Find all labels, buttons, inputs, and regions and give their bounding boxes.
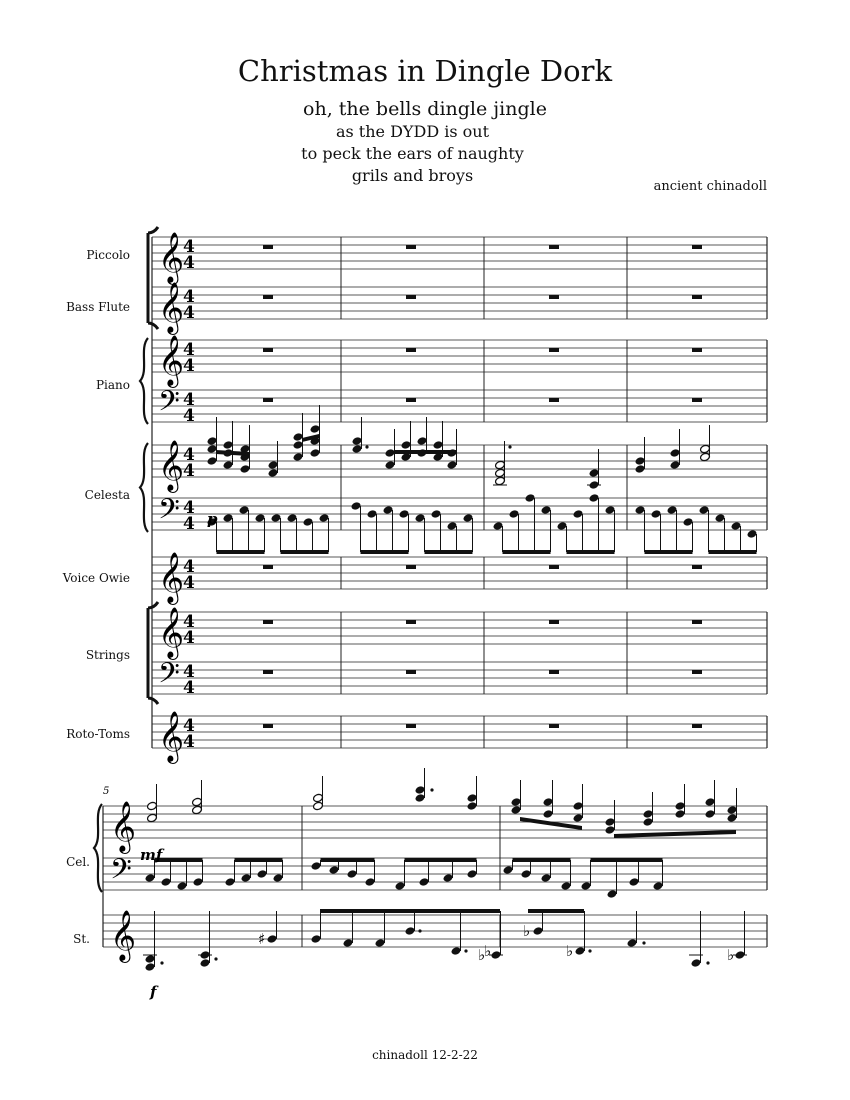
note-beam: [321, 858, 375, 862]
whole-rest: [692, 295, 702, 299]
celesta-lh-note-head: [431, 509, 442, 519]
bass-clef: 𝄢: [110, 853, 132, 893]
note-beam: [513, 858, 571, 862]
celesta-lh-note-head: [573, 509, 584, 519]
time-signature-denominator: 4: [183, 303, 195, 323]
celesta-lh-note-head: [589, 493, 600, 503]
celesta-rh-note-head: [310, 448, 321, 458]
celesta-rh-note-head: [352, 444, 363, 454]
whole-rest: [549, 724, 559, 728]
treble-clef: 𝄞: [158, 335, 185, 386]
note-beam: [361, 550, 409, 554]
strings-note-head: [405, 926, 416, 936]
note-beam: [520, 817, 582, 830]
strings-note-head: [267, 934, 278, 944]
strings-note-head: [145, 954, 156, 964]
celesta-rh-note-head: [415, 793, 426, 803]
instrument-label-voice: Voice Owie: [62, 571, 130, 585]
celesta-lh-note-head: [561, 881, 572, 891]
whole-rest: [406, 670, 416, 674]
instrument-label-strings: Strings: [85, 648, 130, 662]
augmentation-dot: [464, 949, 467, 952]
time-signature-numerator: 4: [183, 612, 195, 632]
celesta-rh-note-head: [573, 801, 584, 811]
celesta-rh-note-head: [293, 432, 304, 442]
time-signature-numerator: 4: [183, 445, 195, 465]
celesta-lh-note-head: [311, 861, 322, 871]
celesta-rh-note-head: [635, 456, 646, 466]
instrument-label-piccolo: Piccolo: [86, 248, 130, 262]
augmentation-dot: [706, 961, 709, 964]
whole-rest: [692, 245, 702, 249]
celesta-lh-note-head: [715, 513, 726, 523]
celesta-lh-note-head: [287, 513, 298, 523]
time-signature-numerator: 4: [183, 716, 195, 736]
strings-note-head: [375, 938, 386, 948]
time-signature-denominator: 4: [183, 514, 195, 534]
celesta-rh-note-head: [433, 440, 444, 450]
note-beam: [425, 550, 473, 554]
whole-rest: [549, 670, 559, 674]
celesta-lh-note-head: [319, 513, 330, 523]
celesta-lh-note-head: [303, 517, 314, 527]
celesta-lh-note-head: [541, 873, 552, 883]
time-signature-denominator: 4: [183, 356, 195, 376]
whole-rest: [692, 565, 702, 569]
celesta-lh-note-head: [365, 877, 376, 887]
celesta-lh-note-head: [351, 501, 362, 511]
composer-credit: ancient chinadoll: [653, 179, 767, 194]
strings-note-head: [533, 926, 544, 936]
celesta-rh-note-head: [401, 440, 412, 450]
celesta-rh-note-head: [310, 424, 321, 434]
celesta-lh-note-head: [667, 505, 678, 515]
footer-credit: chinadoll 12-2-22: [372, 1048, 478, 1062]
whole-rest: [263, 724, 273, 728]
time-signature-numerator: 4: [183, 662, 195, 682]
note-beam: [394, 450, 456, 454]
celesta-lh-note-head: [541, 505, 552, 515]
time-signature-numerator: 4: [183, 390, 195, 410]
augmentation-dot: [214, 957, 217, 960]
time-signature-denominator: 4: [183, 678, 195, 698]
bracket-strings: [148, 602, 158, 704]
whole-rest: [692, 724, 702, 728]
whole-rest: [263, 245, 273, 249]
augmentation-dot: [160, 961, 163, 964]
note-beam: [591, 858, 663, 862]
flat-accidental: ♭: [484, 942, 492, 960]
time-signature-denominator: 4: [183, 628, 195, 648]
celesta-lh-note-head: [653, 881, 664, 891]
note-beam: [614, 830, 736, 838]
dynamic-p: p: [207, 510, 218, 528]
note-beam: [320, 909, 500, 913]
celesta-rh-note-head: [705, 809, 716, 819]
strings-note-head: [575, 946, 586, 956]
whole-rest: [692, 620, 702, 624]
celesta-rh-note-head: [511, 797, 522, 807]
celesta-rh-note-head: [573, 813, 584, 823]
treble-clef: 𝄞: [158, 607, 185, 658]
celesta-rh-note-head: [495, 476, 506, 486]
whole-rest: [406, 295, 416, 299]
celesta-lh-note-head: [329, 865, 340, 875]
note-beam: [645, 550, 693, 554]
celesta-rh-note-head: [467, 793, 478, 803]
celesta-rh-note-head: [192, 805, 203, 815]
augmentation-dot: [365, 445, 368, 448]
note-beam: [528, 909, 584, 913]
celesta-lh-note-head: [525, 493, 536, 503]
whole-rest: [549, 245, 559, 249]
strings-note-head: [451, 946, 462, 956]
celesta-lh-note-head: [443, 873, 454, 883]
time-signature-denominator: 4: [183, 461, 195, 481]
celesta-lh-note-head: [145, 873, 156, 883]
bracket-woodwinds: [148, 227, 158, 329]
measure-number: 5: [103, 786, 110, 797]
celesta-rh-note-head: [495, 468, 506, 478]
celesta-rh-note-head: [700, 444, 711, 454]
dynamic-f: f: [150, 983, 157, 1001]
flat-accidental: ♭: [478, 946, 486, 964]
celesta-rh-note-head: [293, 452, 304, 462]
celesta-lh-note-head: [493, 521, 504, 531]
celesta-lh-note-head: [193, 877, 204, 887]
celesta-rh-note-head: [447, 460, 458, 470]
celesta-lh-note-head: [447, 521, 458, 531]
time-signature-numerator: 4: [183, 340, 195, 360]
celesta-lh-note-head: [395, 881, 406, 891]
celesta-rh-note-head: [675, 801, 686, 811]
celesta-lh-note-head: [255, 513, 266, 523]
celesta-rh-note-head: [727, 813, 738, 823]
note-beam: [709, 550, 757, 554]
subtitle-line-3: to peck the ears of naughty: [301, 144, 524, 163]
celesta-rh-note-head: [705, 797, 716, 807]
note-beam: [281, 550, 329, 554]
celesta-rh-note-head: [147, 813, 158, 823]
flat-accidental: ♭: [727, 946, 735, 964]
celesta-rh-note-head: [207, 456, 218, 466]
celesta-lh-note-head: [463, 513, 474, 523]
celesta-rh-note-head: [313, 793, 324, 803]
celesta-lh-note-head: [683, 517, 694, 527]
celesta-rh-note-head: [543, 809, 554, 819]
celesta-lh-note-head: [271, 513, 282, 523]
celesta-lh-note-head: [347, 869, 358, 879]
celesta-lh-note-head: [419, 877, 430, 887]
augmentation-dot: [430, 788, 433, 791]
celesta-lh-note-head: [399, 509, 410, 519]
celesta-lh-note-head: [747, 529, 758, 539]
notes: [143, 245, 757, 972]
celesta-lh-note-head: [257, 869, 268, 879]
celesta-rh-note-head: [385, 460, 396, 470]
treble-clef: 𝄞: [158, 440, 185, 491]
celesta-rh-note-head: [605, 817, 616, 827]
strings-note-head: [200, 958, 211, 968]
augmentation-dot: [588, 949, 591, 952]
instrument-label-celesta-short: Cel.: [66, 855, 90, 869]
whole-rest: [263, 620, 273, 624]
celesta-lh-note-head: [521, 869, 532, 879]
celesta-rh-note-head: [635, 464, 646, 474]
staff-lines: [103, 237, 767, 947]
brace-celesta: [140, 443, 148, 532]
celesta-lh-note-head: [367, 509, 378, 519]
celesta-rh-note-head: [511, 805, 522, 815]
celesta-rh-note-head: [417, 436, 428, 446]
celesta-rh-note-head: [223, 460, 234, 470]
celesta-rh-note-head: [467, 801, 478, 811]
instrument-label-roto-toms: Roto-Toms: [66, 727, 130, 741]
whole-rest: [549, 348, 559, 352]
celesta-lh-note-head: [177, 881, 188, 891]
celesta-rh-note-head: [147, 801, 158, 811]
celesta-rh-note-head: [605, 825, 616, 835]
celesta-rh-note-head: [293, 440, 304, 450]
brace-piano: [140, 338, 148, 424]
subtitle-line-2: as the DYDD is out: [335, 122, 490, 141]
treble-clef: 𝄞: [158, 711, 185, 762]
celesta-lh-note-head: [415, 513, 426, 523]
whole-rest: [263, 670, 273, 674]
score-title: Christmas in Dingle Dork: [237, 54, 613, 88]
celesta-lh-note-head: [605, 505, 616, 515]
celesta-lh-note-head: [629, 877, 640, 887]
celesta-rh-note-head: [727, 805, 738, 815]
celesta-rh-note-head: [643, 817, 654, 827]
celesta-lh-note-head: [467, 869, 478, 879]
celesta-rh-note-head: [207, 436, 218, 446]
instrument-label-celesta: Celesta: [84, 488, 130, 502]
celesta-rh-note-head: [268, 468, 279, 478]
whole-rest: [692, 348, 702, 352]
flat-accidental: ♭: [566, 942, 574, 960]
whole-rest: [263, 398, 273, 402]
whole-rest: [406, 245, 416, 249]
celesta-lh-note-head: [239, 505, 250, 515]
instrument-label-strings-short: St.: [73, 932, 90, 946]
celesta-rh-note-head: [313, 801, 324, 811]
whole-rest: [406, 398, 416, 402]
celesta-lh-note-head: [503, 865, 514, 875]
whole-rest: [406, 620, 416, 624]
celesta-rh-note-head: [543, 797, 554, 807]
celesta-rh-note-head: [415, 785, 426, 795]
time-signature-numerator: 4: [183, 237, 195, 257]
celesta-lh-note-head: [383, 505, 394, 515]
celesta-rh-note-head: [352, 436, 363, 446]
celesta-rh-note-head: [700, 452, 711, 462]
treble-clef: 𝄞: [158, 282, 185, 333]
celesta-lh-note-head: [699, 505, 710, 515]
celesta-lh-note-head: [273, 873, 284, 883]
celesta-rh-note-head: [223, 440, 234, 450]
whole-rest: [549, 295, 559, 299]
note-beam: [567, 550, 615, 554]
instrument-label-bass-flute: Bass Flute: [66, 300, 130, 314]
celesta-lh-note-head: [241, 873, 252, 883]
bass-clef: 𝄢: [158, 657, 180, 697]
treble-clef: 𝄞: [158, 232, 185, 283]
strings-note-head: [627, 938, 638, 948]
dynamic-mf: mf: [140, 846, 163, 864]
whole-rest: [549, 620, 559, 624]
celesta-rh-note-head: [589, 468, 600, 478]
subtitle-line-1: oh, the bells dingle jingle: [303, 98, 547, 120]
sharp-accidental: ♯: [258, 930, 266, 948]
celesta-rh-note-head: [670, 448, 681, 458]
celesta-rh-note-head: [385, 448, 396, 458]
augmentation-dot: [418, 929, 421, 932]
whole-rest: [406, 724, 416, 728]
celesta-rh-note-head: [240, 464, 251, 474]
time-signature-numerator: 4: [183, 557, 195, 577]
celesta-rh-note-head: [670, 460, 681, 470]
augmentation-dot: [508, 445, 511, 448]
whole-rest: [549, 565, 559, 569]
time-signature-denominator: 4: [183, 406, 195, 426]
whole-rest: [263, 565, 273, 569]
note-beam: [235, 858, 283, 862]
treble-clef: 𝄞: [110, 801, 137, 852]
treble-clef: 𝄞: [158, 552, 185, 603]
strings-note-head: [691, 958, 702, 968]
celesta-lh-note-head: [651, 509, 662, 519]
celesta-rh-note-head: [192, 797, 203, 807]
instrument-label-piano: Piano: [95, 378, 130, 392]
whole-rest: [692, 398, 702, 402]
bass-clef: 𝄢: [158, 493, 180, 533]
celesta-rh-note-head: [207, 444, 218, 454]
celesta-lh-note-head: [223, 513, 234, 523]
note-beam: [405, 858, 477, 862]
strings-note-head: [343, 938, 354, 948]
whole-rest: [692, 670, 702, 674]
time-signature-numerator: 4: [183, 287, 195, 307]
celesta-lh-note-head: [607, 889, 618, 899]
celesta-lh-note-head: [581, 881, 592, 891]
subtitle-line-4: grils and broys: [351, 166, 474, 185]
strings-note-head: [311, 934, 322, 944]
celesta-lh-note-head: [731, 521, 742, 531]
strings-note-head: [145, 962, 156, 972]
celesta-lh-note-head: [225, 877, 236, 887]
celesta-rh-note-head: [268, 460, 279, 470]
whole-rest: [406, 565, 416, 569]
time-signature-denominator: 4: [183, 732, 195, 752]
whole-rest: [549, 398, 559, 402]
time-signature-numerator: 4: [183, 498, 195, 518]
whole-rest: [263, 295, 273, 299]
celesta-rh-note-head: [643, 809, 654, 819]
whole-rest: [263, 348, 273, 352]
time-signature-denominator: 4: [183, 253, 195, 273]
celesta-lh-note-head: [557, 521, 568, 531]
brace-celesta-system2: [94, 804, 102, 892]
flat-accidental: ♭: [523, 922, 531, 940]
augmentation-dot: [642, 941, 645, 944]
celesta-rh-note-head: [495, 460, 506, 470]
celesta-lh-note-head: [635, 505, 646, 515]
celesta-rh-note-head: [675, 809, 686, 819]
celesta-lh-note-head: [161, 877, 172, 887]
treble-clef: 𝄞: [110, 910, 137, 961]
whole-rest: [406, 348, 416, 352]
celesta-lh-note-head: [509, 509, 520, 519]
note-beam: [217, 550, 265, 554]
note-beam: [503, 550, 551, 554]
time-signature-denominator: 4: [183, 573, 195, 593]
bass-clef: 𝄢: [158, 385, 180, 425]
